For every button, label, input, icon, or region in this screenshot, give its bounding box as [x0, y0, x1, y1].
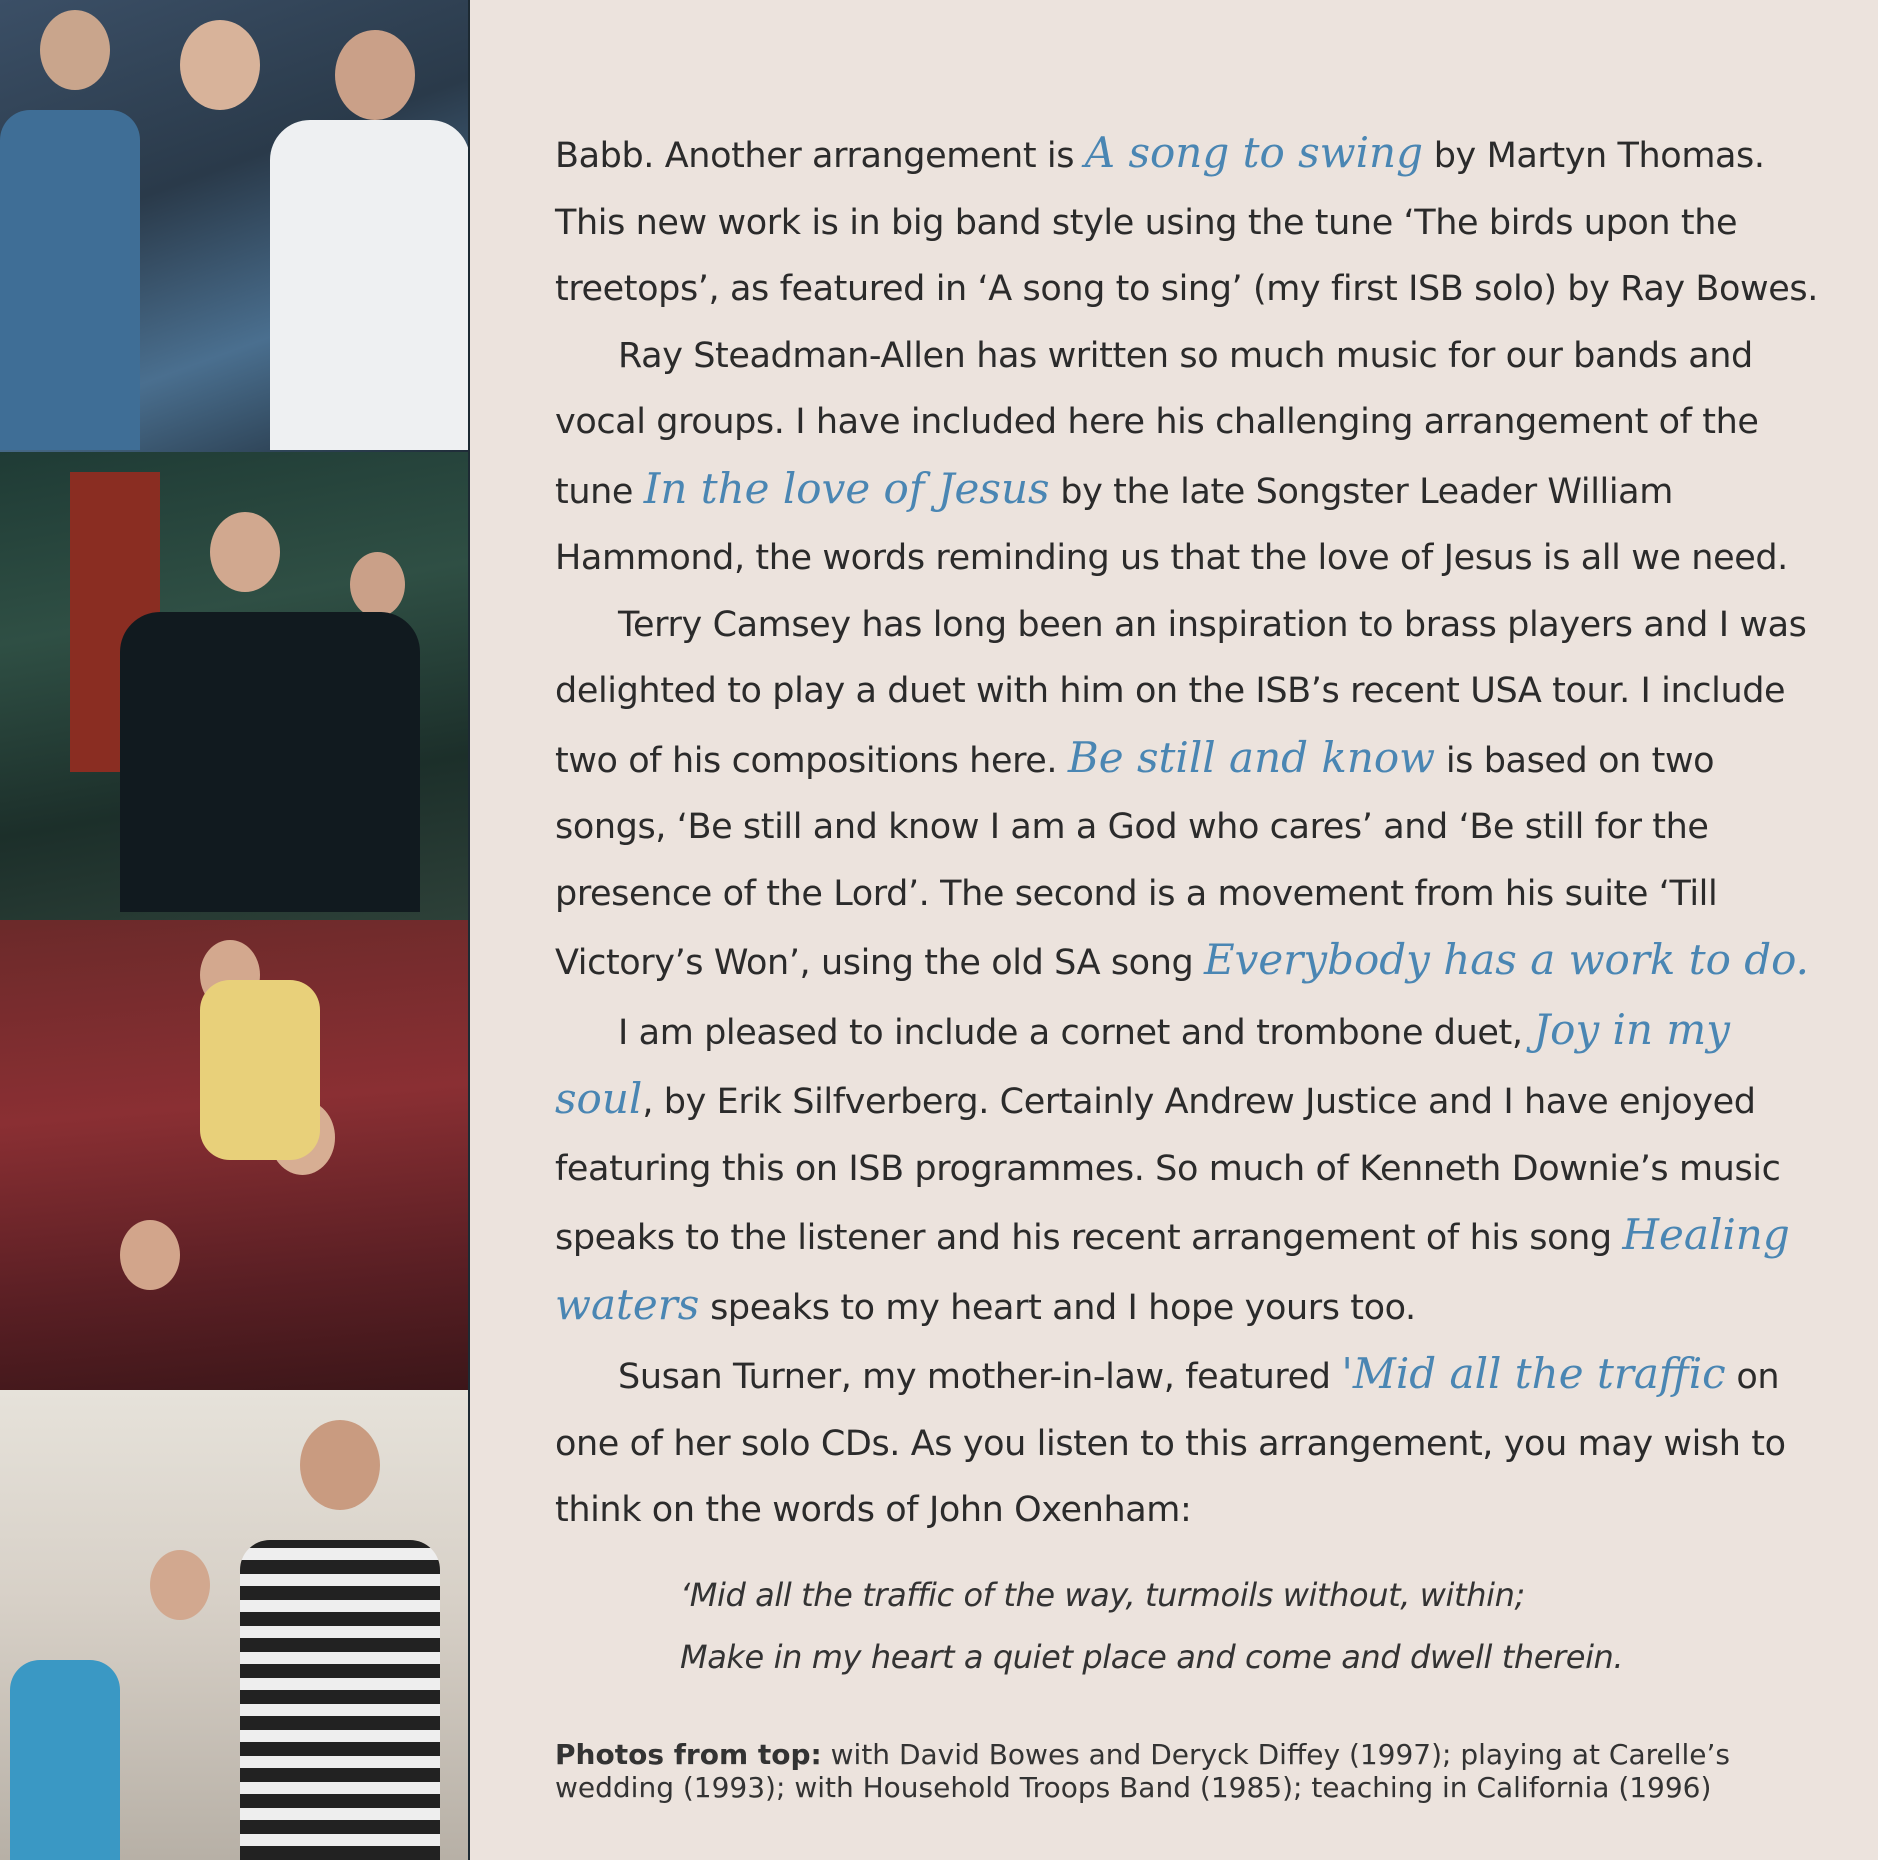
song-title: Healing waters	[555, 1210, 1790, 1329]
photo-wedding	[0, 452, 468, 920]
paragraph-4	[555, 997, 1820, 1342]
song-title: In the love of Jesus	[643, 463, 1050, 513]
text-run: by the late Songster Leader William Hammond, the words reminding us that the love of Jesus is all we need.	[555, 471, 1788, 578]
photo-credits	[555, 1738, 1785, 1804]
text-run: Babb. Another arrangement is	[555, 136, 1085, 176]
paragraph-5	[555, 1341, 1820, 1544]
photo-household-troops-band	[0, 920, 468, 1390]
paragraph-3	[555, 592, 1820, 997]
text-run: Susan Turner, my mother-in-law, featured	[618, 1357, 1342, 1397]
credits-text: with David Bowes and Deryck Diffey (1997); playing at Carelle’s wedding (1993); with Household Troops Band (1985); teaching in California (1996)	[555, 1738, 1730, 1804]
text-run: on one of her solo CDs. As you listen to this arrangement, you may wish to think on the words of John Oxenham:	[555, 1357, 1786, 1530]
text-run: Ray Steadman-Allen has written so much music for our bands and vocal groups. I have included here his challenging arrangement of the tune	[555, 335, 1759, 512]
quote-line-2: Make in my heart a quiet place and come and dwell therein.	[680, 1637, 1624, 1676]
photo-with-david-bowes	[0, 0, 468, 452]
paragraph-1	[555, 120, 1820, 323]
song-title: A song to swing	[1084, 128, 1423, 177]
text-run: I am pleased to include a cornet and trombone duet,	[618, 1012, 1534, 1053]
text-run: Terry Camsey has long been an inspiration to brass players and I was delighted to play a duet with him on the ISB’s recent USA tour. I include two of his compositions here.	[555, 604, 1807, 781]
paragraph-2	[555, 323, 1820, 592]
song-title: Everybody has a work to do.	[1204, 935, 1809, 984]
credits-label: Photos from top:	[555, 1738, 822, 1771]
song-title: Be still and know	[1067, 732, 1436, 782]
photo-strip	[0, 0, 470, 1860]
text-run: is based on two songs, ‘Be still and know I am a God who cares’ and ‘Be still for the presence of the Lord’. The second is a movement from his suite ‘Till Victory’s Won’, using the old SA song	[555, 740, 1718, 983]
quotation	[680, 1564, 1820, 1688]
song-title: Joy in my soul	[555, 1004, 1730, 1123]
text-run: , by Erik Silfverberg. Certainly Andrew Justice and I have enjoyed featuring this on ISB programmes. So much of Kenneth Downie’s music speaks to the listener and his recent arrangement of his song	[555, 1082, 1781, 1258]
photo-teaching-california	[0, 1390, 468, 1860]
liner-notes-text	[555, 120, 1820, 1688]
text-run: speaks to my heart and I hope yours too.	[699, 1287, 1416, 1328]
text-run: by Martyn Thomas. This new work is in big band style using the tune ‘The birds upon the treetops’, as featured in ‘A song to sing’ (my first ISB solo) by Ray Bowes.	[555, 136, 1818, 309]
quote-line-1: ‘Mid all the traffic of the way, turmoils without, within;	[680, 1575, 1525, 1614]
song-title: 'Mid all the traffic	[1341, 1349, 1726, 1398]
